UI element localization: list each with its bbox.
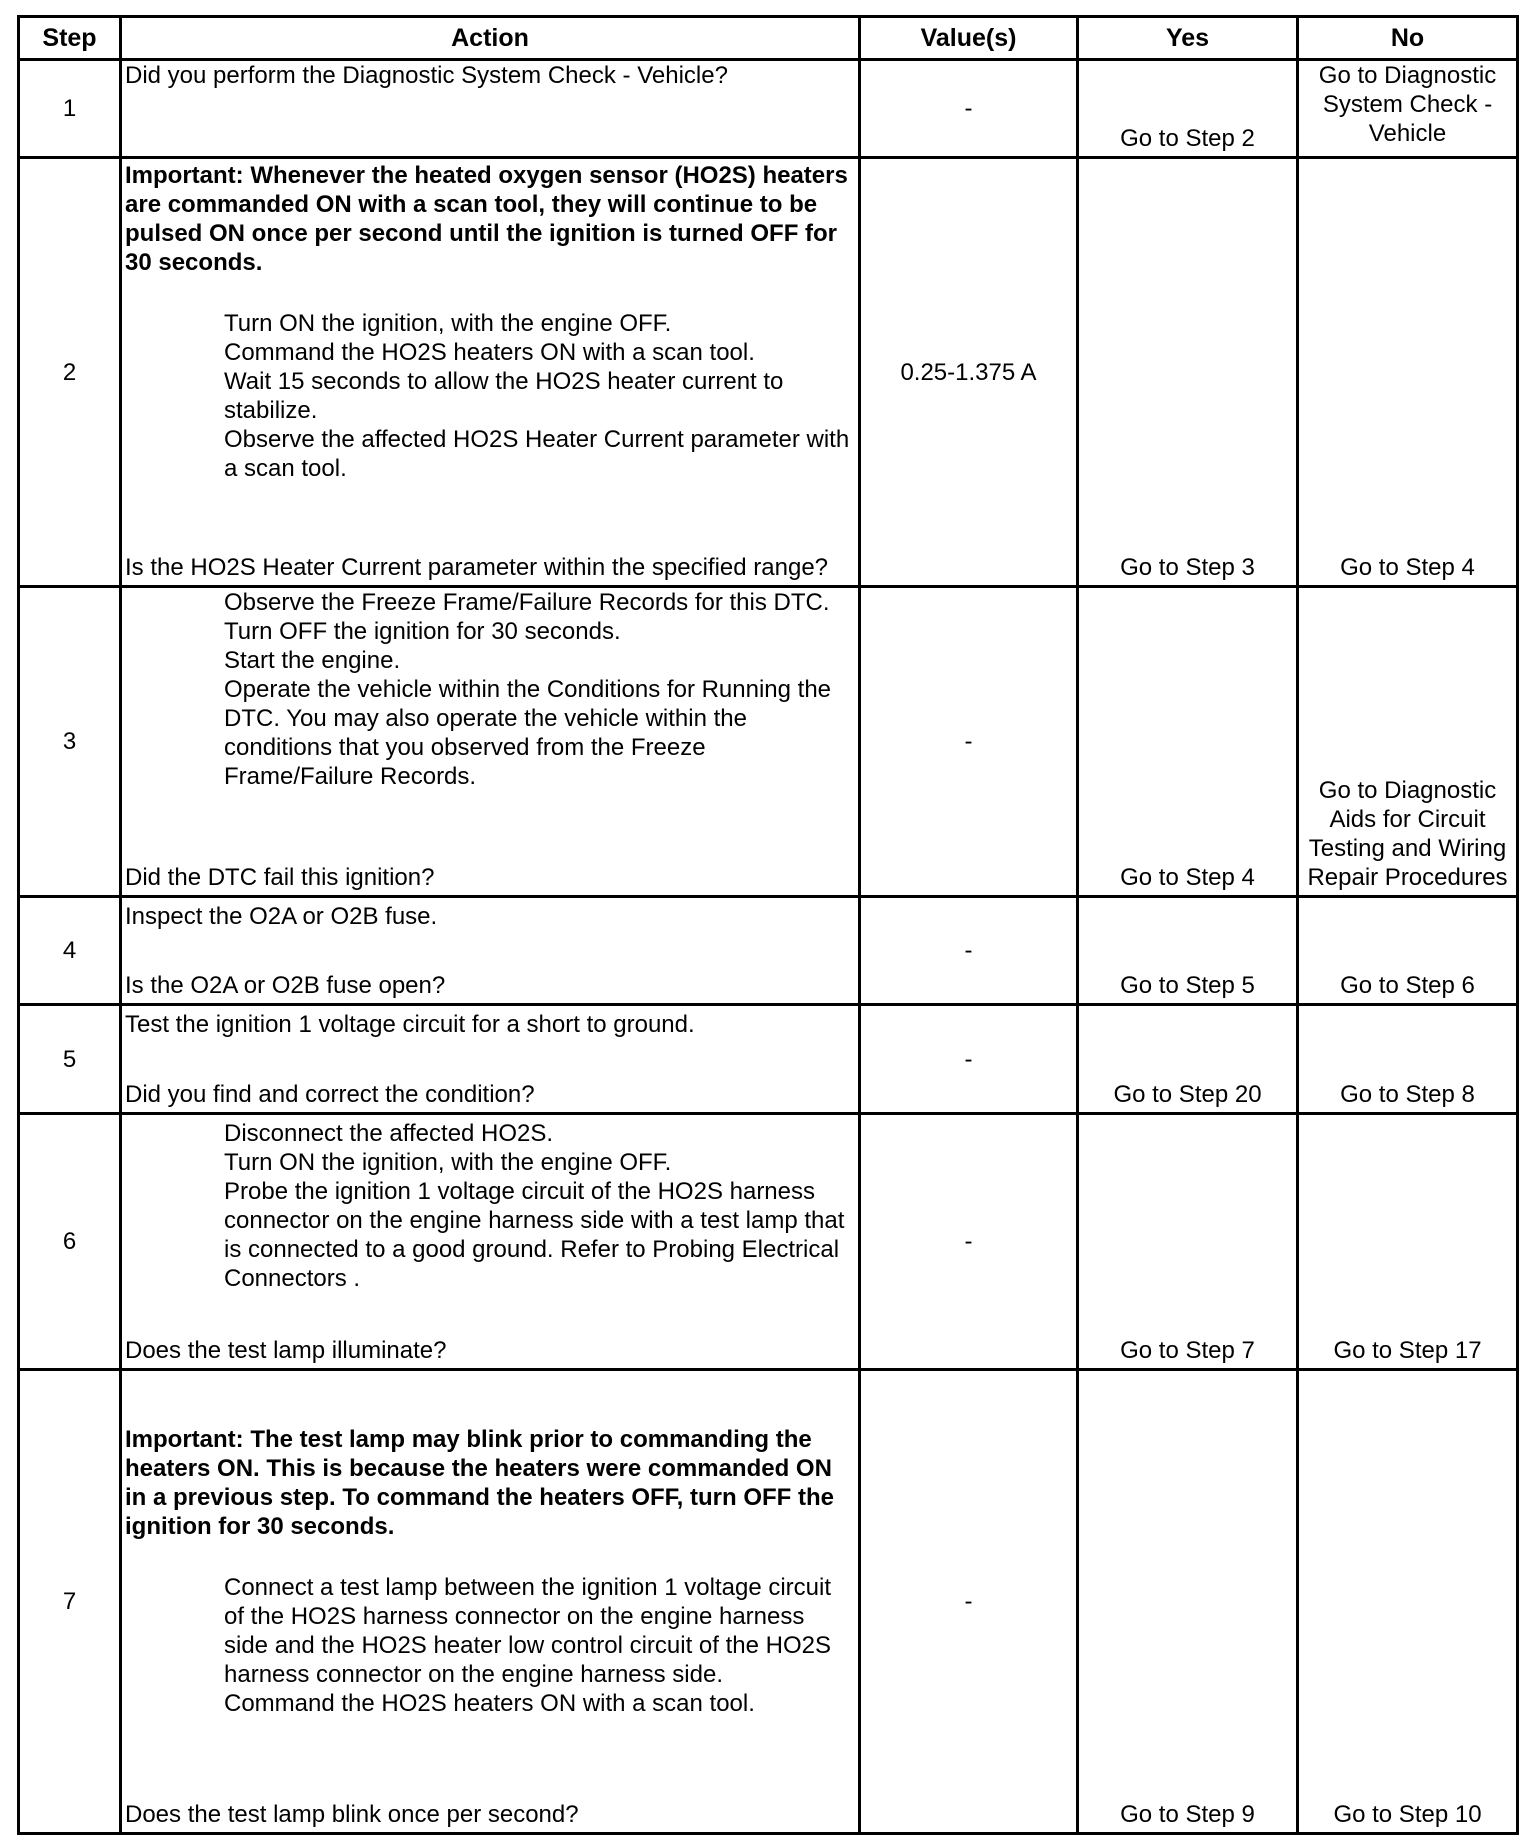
important-note: Important: Whenever the heated oxygen sensor (HO2S) heaters are commanded ON with a scan tool, they will continue to be pulsed ON once per second until the ignition is turned OFF for 30 seconds. <box>125 162 848 276</box>
action-step: Disconnect the affected HO2S. <box>224 1120 554 1147</box>
value-cell: 0.25-1.375 A <box>900 358 1037 386</box>
action-step: Operate the vehicle within the Conditions for Running the DTC. You may also operate the vehicle within the conditions that you observed from the Freeze Frame/Failure Records. <box>224 676 832 790</box>
action-step: Connect a test lamp between the ignition 1 voltage circuit of the HO2S harness connector on the engine harness side and the HO2S heater low control circuit of the HO2S harness connector on the engine harness side. <box>224 1574 832 1688</box>
yes-cell: Go to Step 2 <box>1120 125 1255 152</box>
header-values: Value(s) <box>920 24 1017 52</box>
header-no: No <box>1390 24 1425 52</box>
action-question: Does the test lamp illuminate? <box>125 1337 447 1364</box>
step-number: 1 <box>62 95 77 122</box>
table-row <box>20 61 1516 156</box>
action-question: Does the test lamp blink once per second? <box>125 1801 579 1828</box>
yes-cell: Go to Step 9 <box>1120 1801 1255 1828</box>
action-question: Did you find and correct the condition? <box>125 1081 535 1108</box>
no-cell: Go to Step 4 <box>1340 554 1475 581</box>
action-question: Is the O2A or O2B fuse open? <box>125 972 446 999</box>
step-number: 5 <box>62 1045 77 1073</box>
action-question: Did you perform the Diagnostic System Check - Vehicle? <box>125 62 728 89</box>
no-cell: Go to Step 6 <box>1340 972 1475 999</box>
table-row <box>20 1115 1516 1368</box>
action-step: Observe the affected HO2S Heater Current parameter with a scan tool. <box>224 426 850 482</box>
value-cell: - <box>964 1228 973 1255</box>
action-question: Did the DTC fail this ignition? <box>125 864 435 891</box>
action-step: Command the HO2S heaters ON with a scan tool. <box>224 339 755 366</box>
action-step: Turn ON the ignition, with the engine OFF. <box>224 1149 672 1176</box>
step-number: 4 <box>62 937 77 964</box>
yes-cell: Go to Step 3 <box>1120 554 1255 581</box>
value-cell: - <box>964 1588 973 1615</box>
header-action: Action <box>451 24 529 52</box>
action-step: Wait 15 seconds to allow the HO2S heater current to stabilize. <box>224 368 784 424</box>
value-cell: - <box>964 937 973 964</box>
step-number: 6 <box>62 1228 77 1255</box>
table-row <box>20 588 1516 895</box>
yes-cell: Go to Step 20 <box>1113 1081 1262 1108</box>
value-cell: - <box>964 1045 973 1073</box>
yes-cell: Go to Step 4 <box>1120 864 1255 891</box>
action-step: Turn ON the ignition, with the engine OFF. <box>224 310 672 337</box>
action-step: Probe the ignition 1 voltage circuit of the HO2S harness connector on the engine harness side with a test lamp that is connected to a good ground. Refer to Probing Electrical Connectors . <box>224 1178 845 1292</box>
header-step: Step <box>42 24 97 52</box>
step-number: 2 <box>62 358 77 386</box>
important-note: Important: The test lamp may blink prior to commanding the heaters ON. This is because the heaters were commanded ON in a previous step. To command the heaters OFF, turn OFF the ignition for 30 seconds. <box>125 1426 834 1540</box>
action-step: Turn OFF the ignition for 30 seconds. <box>224 618 621 645</box>
value-cell: - <box>964 95 973 122</box>
header-row <box>20 18 1516 58</box>
value-cell: - <box>964 728 973 755</box>
action-step: Command the HO2S heaters ON with a scan tool. <box>224 1690 755 1717</box>
step-number: 3 <box>62 728 77 755</box>
no-cell: Go to Diagnostic Aids for Circuit Testing and Wiring Repair Procedures <box>1307 777 1508 891</box>
step-number: 7 <box>62 1588 77 1615</box>
no-cell: Go to Step 17 <box>1333 1337 1482 1364</box>
diagnostic-table <box>17 15 1519 1835</box>
action-step: Start the engine. <box>224 647 401 674</box>
yes-cell: Go to Step 7 <box>1120 1337 1255 1364</box>
table-row <box>20 159 1516 585</box>
action-question: Is the HO2S Heater Current parameter within the specified range? <box>125 554 829 581</box>
yes-cell: Go to Step 5 <box>1120 972 1255 999</box>
action-content <box>125 1119 855 1293</box>
header-yes: Yes <box>1165 24 1210 52</box>
action-content <box>125 1425 855 1718</box>
action-content <box>125 161 855 483</box>
action-step: Observe the Freeze Frame/Failure Records for this DTC. <box>224 589 830 616</box>
action-content <box>125 588 855 791</box>
no-cell: Go to Step 10 <box>1333 1801 1482 1828</box>
no-cell: Go to Diagnostic System Check - Vehicle <box>1318 62 1497 147</box>
no-cell: Go to Step 8 <box>1340 1081 1475 1108</box>
action-first-line: Test the ignition 1 voltage circuit for a short to ground. <box>125 1011 695 1038</box>
table-row <box>20 898 1516 1003</box>
action-first-line: Inspect the O2A or O2B fuse. <box>125 903 438 930</box>
table-row <box>20 1371 1516 1832</box>
table-row <box>20 1006 1516 1112</box>
